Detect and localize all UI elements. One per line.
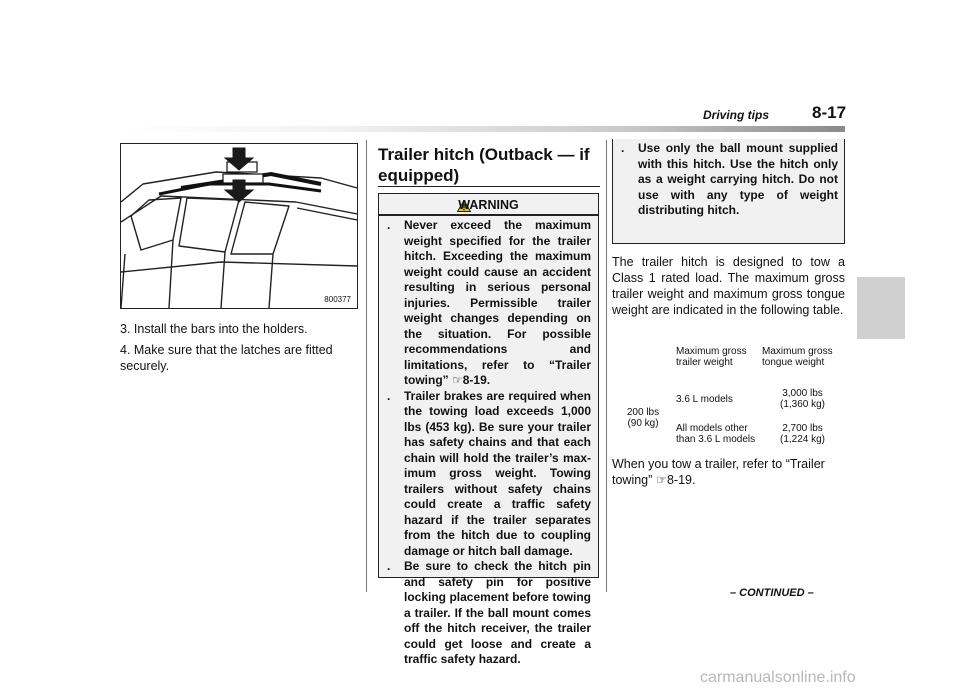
warning-list: [383, 218, 591, 668]
warning-box-continued: [612, 139, 845, 244]
section-header: Driving tips: [703, 108, 770, 122]
title-underline: [378, 186, 600, 187]
warning-item: . Be sure to check the hitch pin and safety pin for positive locking placement before towing a trailer. If the ball mount comes off the hitch receiver, the trailer could get loose and create a traffic safety hazard.: [387, 559, 591, 666]
table-header-trailer-weight: Maximum gross trailer weight: [676, 346, 747, 368]
figure-code: 800377: [324, 295, 351, 304]
warning-heading-rule: [379, 214, 598, 216]
table-row-model: 3.6 L models: [676, 393, 733, 405]
install-steps: [120, 321, 360, 379]
weight-table: [612, 346, 845, 452]
warning-item: . Never exceed the maximum weight specified for the trailer hitch. Exceeding the maximum weight could cause an accident resulting in serious personal injuries. Permissible trailer weight changes depending on the situation. For possible recommendations and limitations, refer to “Trailer towing” ☞8-19.: [387, 218, 591, 387]
table-row-model: All models other than 3.6 L models: [676, 423, 756, 445]
car-roof-drawing: [121, 144, 357, 308]
warning-item: . Use only the ball mount supplied with this hitch. Use the hitch only as a weight carrying hitch. Do not use with any type of weight distributing hitch.: [621, 141, 838, 217]
step-3: 3. Install the bars into the holders.: [120, 322, 308, 336]
column-divider-2: [606, 140, 607, 592]
table-header-empty: [612, 346, 674, 382]
warning-box: [378, 193, 599, 666]
continued-label: – CONTINUED –: [730, 587, 814, 599]
site-watermark: carmanualsonline.info: [700, 669, 856, 686]
table-header-tongue-weight: Maximum gross tongue weight: [762, 346, 833, 368]
step-4: 4. Make sure that the latches are fitted securely.: [120, 343, 333, 373]
page-number: 8-17: [812, 103, 847, 122]
roof-rack-illustration: [120, 143, 358, 309]
trailer-towing-reference: When you tow a trailer, refer to “Trailer towing” ☞8-19.: [612, 457, 825, 487]
table-cell-trailer-weight: 3,000 lbs (1,360 kg): [779, 388, 826, 410]
warning-item: . Trailer brakes are required when the towing load exceeds 1,000 lbs (453 kg). Be sure your trailer has safety chains and that each chain will hold the trailer’s max-imum gross weight. Towing trailers without safety chains could create a traffic safety hazard if the trailer separates from the hitch due to coupling damage or hitch ball damage.: [387, 388, 591, 558]
table-cell-trailer-weight: 2,700 lbs (1,224 kg): [779, 423, 826, 445]
table-cell-tongue-weight: 200 lbs (90 kg): [626, 407, 660, 429]
chapter-tab: [857, 277, 905, 339]
header-gradient-bar: [120, 126, 845, 132]
column-divider-1: [366, 140, 367, 592]
trailer-hitch-intro: The trailer hitch is designed to tow a Class 1 rated load. The maximum gross trailer weight and maximum gross tongue weight are indicated in the following table.: [612, 255, 845, 317]
warning-list-continued: [617, 141, 838, 219]
section-title: Trailer hitch (Outback — if equipped): [378, 145, 590, 185]
warning-heading: WARNING: [458, 198, 519, 212]
